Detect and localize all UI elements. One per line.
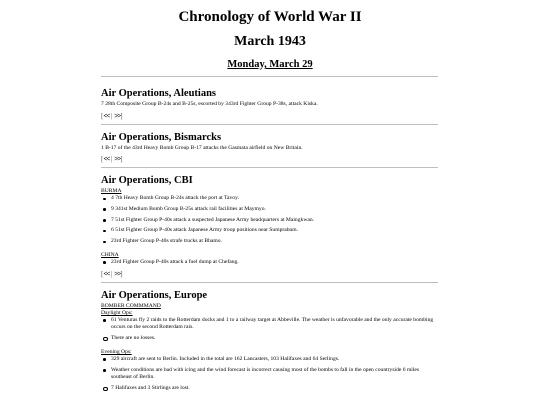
- next-button[interactable]: >>: [114, 155, 121, 163]
- list-item: Weather conditions are bad with icing and the wind forecast is incorrect causing most of the bombs to fall in the open countryside 6 miles southeast of Berlin.: [101, 367, 441, 382]
- next-button[interactable]: >>: [114, 111, 121, 120]
- date-heading: Monday, March 29: [227, 59, 313, 70]
- list-item: 7 51st Fighter Group P-40s attack a suspected Japanese Army headquarters at Maingkwan.: [101, 217, 441, 225]
- section-text: 1 B-17 of the 43rd Heavy Bomb Group B-17 attacks the Gasmata airfield on New Britain.: [101, 144, 303, 151]
- nav-bar: |: [111, 155, 113, 163]
- list-item: 9 341st Medium Bomb Group B-25s attack rail facilities at Maymyo.: [101, 206, 441, 214]
- prev-button[interactable]: <<: [103, 155, 110, 163]
- subheading-china: CHINA: [101, 251, 119, 258]
- nav-open-bracket: [: [101, 155, 104, 163]
- nav-bar: |: [111, 269, 113, 278]
- evening-list: [101, 356, 441, 393]
- list-subitem: 7 Halifaxes and 3 Stirlings are lost.: [101, 385, 441, 393]
- section-text: 7 28th Composite Group B-24s and B-25s, escorted by 343rd Fighter Group P-38s, attack Kiska.: [101, 101, 318, 107]
- section-divider: [101, 124, 438, 125]
- nav-open-bracket: [: [101, 269, 104, 278]
- burma-list: [101, 195, 441, 246]
- nav-open-bracket: [: [101, 111, 104, 120]
- header-divider: [101, 76, 438, 77]
- main-content: [101, 88, 441, 396]
- nav-row: [101, 270, 441, 279]
- section-divider: [101, 282, 438, 283]
- section-title: Air Operations, CBI: [101, 175, 193, 186]
- section-europe: [101, 290, 441, 393]
- list-item: 23rd Fighter Group P-40s attack a fuel dump at Chefang.: [101, 259, 441, 267]
- nav-row: [101, 155, 441, 164]
- list-subitem: There are no losses.: [101, 335, 441, 343]
- month-heading: March 1943: [234, 34, 306, 49]
- nav-close-bracket: ]: [120, 155, 123, 163]
- nav-bar: |: [111, 111, 113, 120]
- section-title: Air Operations, Aleutians: [101, 88, 217, 99]
- subheading-bomber-command: BOMBER COMMMAND: [101, 302, 161, 309]
- nav-close-bracket: ]: [120, 111, 123, 120]
- prev-button[interactable]: <<: [103, 111, 110, 120]
- section-divider: [101, 167, 438, 168]
- list-item: 23rd Fighter Group P-40s strafe trucks at Bhamo.: [101, 238, 441, 246]
- list-item: 329 aircraft are sent to Berlin. Included in the total are 162 Lancasters, 103 Halifaxes and 64 Serlings.: [101, 356, 441, 364]
- daylight-list: [101, 317, 441, 343]
- china-list: [101, 259, 441, 267]
- page-title: Chronology of World War II: [178, 9, 362, 25]
- list-item: 4 7th Heavy Bomb Group B-24s attack the port at Tavoy.: [101, 195, 441, 203]
- nav-close-bracket: ]: [120, 269, 123, 278]
- next-button[interactable]: >>: [114, 269, 121, 278]
- section-bismarcks: [101, 132, 441, 169]
- section-title: Air Operations, Bismarcks: [101, 131, 222, 143]
- subheading-evening-ops: Evening Ops:: [101, 348, 132, 355]
- subheading-daylight-ops: Daylight Ops:: [101, 309, 133, 316]
- list-item: 61 Venturas fly 2 raids to the Rotterdam docks and 1 to a railway target at Abbeville. The weather is unfavorable and the only accurate bombing occurs on the second Rotterdam rais.: [101, 317, 441, 332]
- subheading-burma: BURMA: [101, 188, 122, 194]
- prev-button[interactable]: <<: [103, 269, 110, 278]
- section-aleutians: [101, 88, 441, 125]
- list-item: 6 51st Fighter Group P-40s attack Japanese Army troop positions near Sumprabum.: [101, 227, 441, 235]
- section-cbi: [101, 175, 441, 283]
- section-title: Air Operations, Europe: [101, 289, 208, 301]
- nav-row: [101, 112, 441, 121]
